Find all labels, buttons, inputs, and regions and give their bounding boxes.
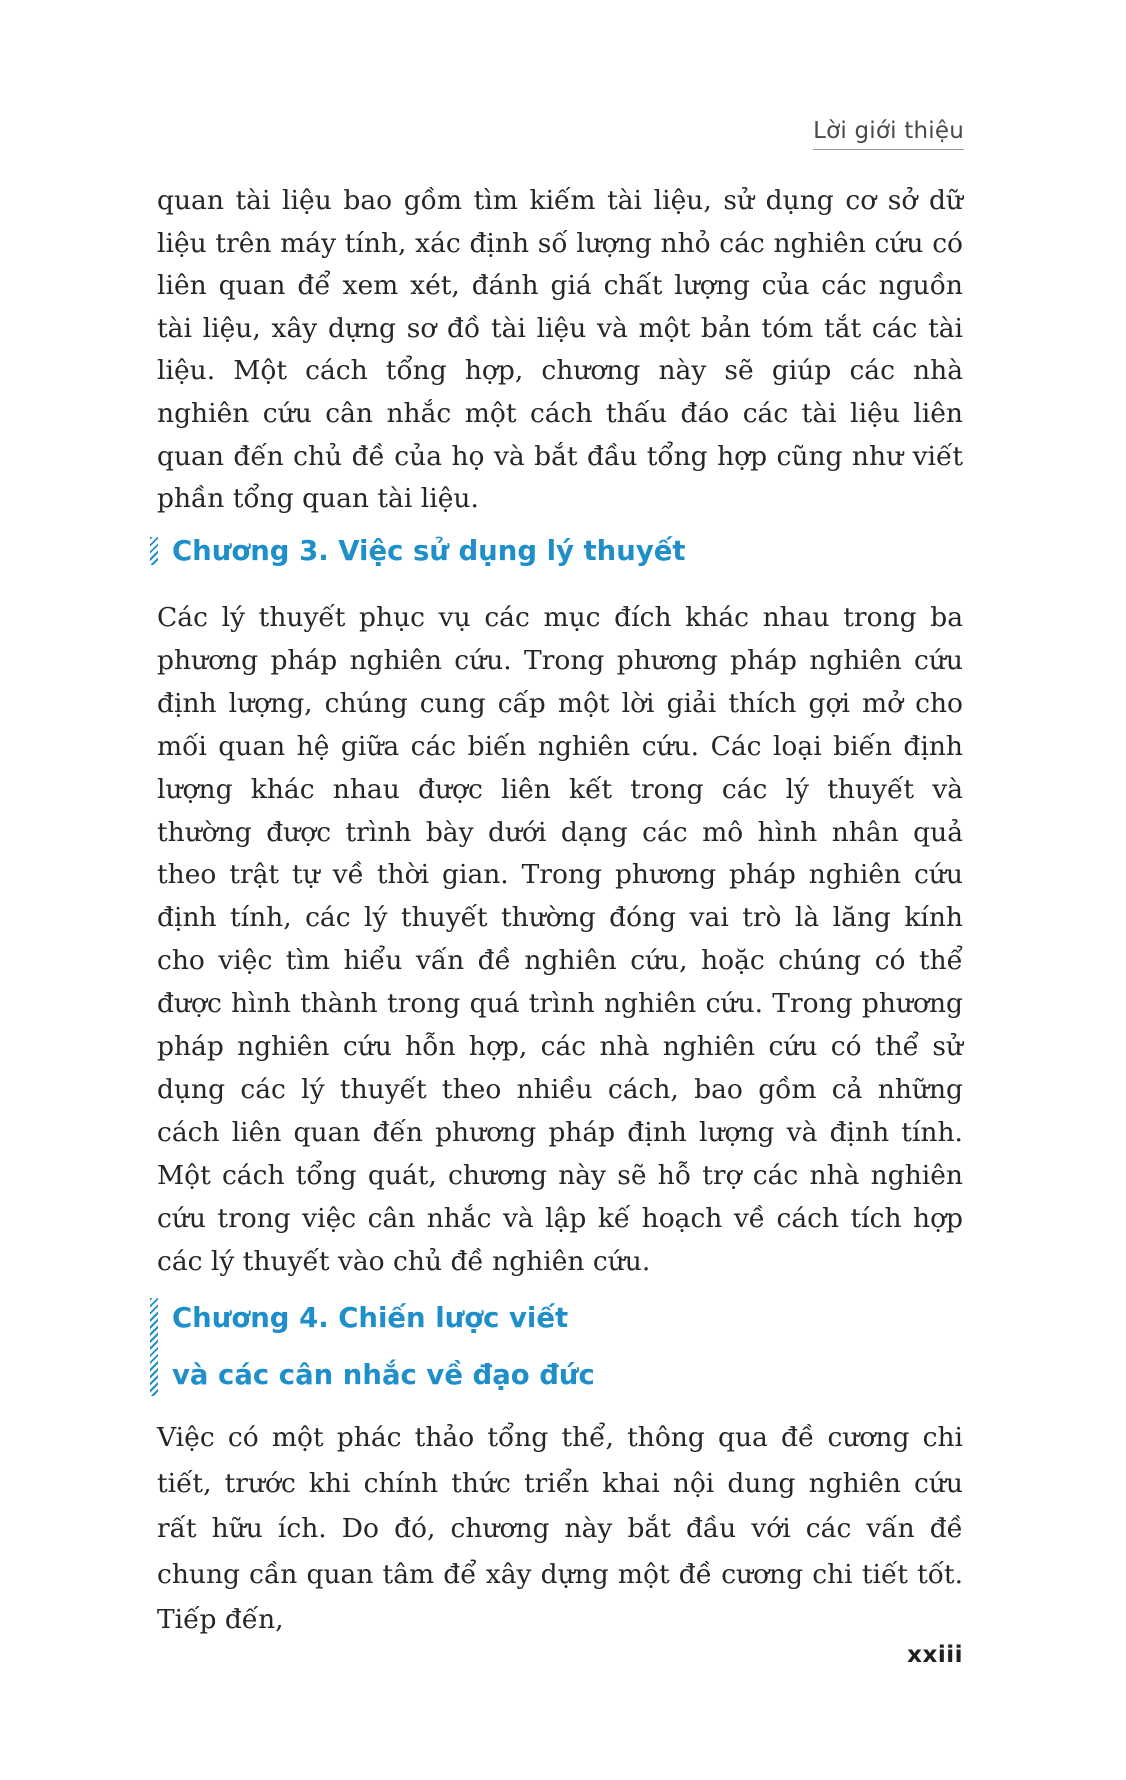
- chapter-4-title-line-2: và các cân nhắc về đạo đức: [172, 1359, 595, 1391]
- chapter-3-title: Chương 3. Việc sử dụng lý thuyết: [172, 535, 686, 567]
- chapter-4-heading: [150, 1290, 595, 1404]
- page-number: xxiii: [907, 1642, 963, 1668]
- running-head: Lời giới thiệu: [813, 118, 964, 150]
- chapter-3-heading: [150, 533, 686, 569]
- paragraph-literature-review: quan tài liệu bao gồm tìm kiếm tài liệu, sử dụng cơ sở dữ liệu trên máy tính, xác định số lượng nhỏ các nghiên cứu có liên quan để xem xét, đánh giá chất lượng của các nguồn tài liệu, xây dựng sơ đồ tài liệu và một bản tóm tắt các tài liệu. Một cách tổng hợp, chương này sẽ giúp các nhà nghiên cứu cân nhắc một cách thấu đáo các tài liệu liên quan đến chủ đề của họ và bắt đầu tổng hợp cũng như viết phần tổng quan tài liệu.: [157, 185, 963, 515]
- chapter-4-title-line-1: Chương 4. Chiến lược viết: [172, 1302, 569, 1334]
- heading-accent-bar: [150, 1298, 158, 1396]
- heading-accent-bar: [150, 537, 158, 565]
- paragraph-theory-use: Các lý thuyết phục vụ các mục đích khác nhau trong ba phương pháp nghiên cứu. Trong phương pháp nghiên cứu định lượng, chúng cung cấp một lời giải thích gợi mở cho mối quan hệ giữa các biến nghiên cứu. Các loại biến định lượng khác nhau được liên kết trong các lý thuyết và thường được trình bày dưới dạng các mô hình nhân quả theo trật tự về thời gian. Trong phương pháp nghiên cứu định tính, các lý thuyết thường đóng vai trò là lăng kính cho việc tìm hiểu vấn đề nghiên cứu, hoặc chúng có thể được hình thành trong quá trình nghiên cứu. Trong phương pháp nghiên cứu hỗn hợp, các nhà nghiên cứu có thể sử dụng các lý thuyết theo nhiều cách, bao gồm cả những cách liên quan đến phương pháp định lượng và định tính. Một cách tổng quát, chương này sẽ hỗ trợ các nhà nghiên cứu trong việc cân nhắc và lập kế hoạch về cách tích hợp các lý thuyết vào chủ đề nghiên cứu.: [157, 602, 963, 1277]
- paragraph-writing-strategy: Việc có một phác thảo tổng thể, thông qua đề cương chi tiết, trước khi chính thức triển khai nội dung nghiên cứu rất hữu ích. Do đó, chương này bắt đầu với các vấn đề chung cần quan tâm để xây dựng một đề cương chi tiết tốt. Tiếp đến,: [157, 1422, 963, 1635]
